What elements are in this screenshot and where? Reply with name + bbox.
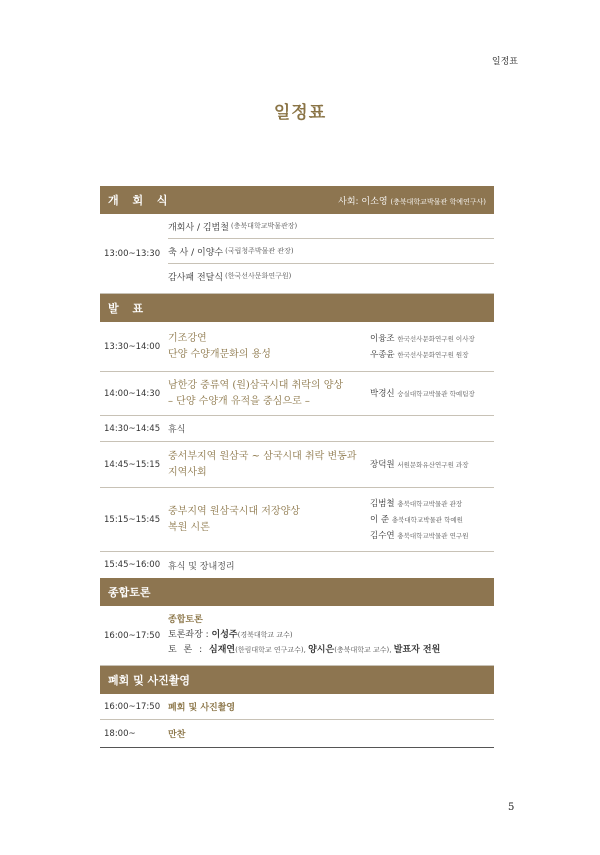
table-row (100, 322, 494, 372)
speakers: 장덕원 서원문화유산연구원 과장 (370, 459, 469, 470)
discussion-row (100, 606, 494, 666)
time-cell: 16:00~17:50 (104, 701, 161, 712)
page-number: 5 (508, 802, 515, 813)
opening-item: 개회사 / 김범철 (충북대학교박물관장) (168, 214, 494, 239)
content-cell: 폐회 및 사진촬영 (168, 703, 236, 713)
section-header-closing (100, 666, 494, 694)
time-cell: 13:30~14:00 (104, 341, 161, 352)
talk-title: 중서부지역 원삼국 ~ 삼국시대 취락 변동과 지역사회 (168, 450, 357, 478)
table-row (100, 552, 494, 578)
time-cell: 14:00~14:30 (104, 388, 161, 399)
section-title: 개 회 식 (108, 194, 173, 207)
opening-row (100, 214, 494, 294)
table-row (100, 442, 494, 488)
talk-title: 기조강연 단양 수양개문화의 용성 (168, 332, 271, 360)
talk-title: 남한강 중류역 (원)삼국시대 취락의 양상 – 단양 수양개 유적을 중심으로 – (168, 379, 344, 407)
content-cell: 휴식 및 장내정리 (168, 561, 235, 572)
running-head: 일정표 (491, 57, 518, 67)
schedule-table (100, 186, 494, 748)
section-title: 발 표 (108, 302, 149, 315)
content-cell (168, 372, 494, 415)
discussion-panel: 토 론 : 심재연(한림대학교 연구교수), 양시은(충북대학교 교수), 발표자 전원 (168, 645, 441, 655)
page-title: 일정표 (273, 103, 327, 123)
section-title: 폐회 및 사진촬영 (108, 674, 191, 687)
content-cell: 만찬 (168, 730, 186, 740)
discussion-chair: 토론좌장 : 이성주(경북대학교 교수) (168, 630, 293, 640)
time-cell: 14:45~15:15 (104, 459, 161, 470)
opening-items (168, 214, 494, 293)
content-cell (168, 606, 494, 665)
section-header-presentations (100, 294, 494, 322)
time-cell: 14:30~14:45 (104, 423, 161, 434)
time-cell: 18:00~ (104, 728, 136, 739)
speakers: 이융조 한국선사문화연구원 이사장 우종윤 한국선사문화연구원 원장 (370, 333, 475, 360)
section-header-discussion (100, 578, 494, 606)
discussion-title: 종합토론 (168, 615, 203, 625)
time-cell: 15:15~15:45 (104, 514, 161, 525)
time-cell: 15:45~16:00 (104, 560, 161, 570)
moderator: 사회: 이소영 (충북대학교박물관 학예연구사) (338, 196, 486, 207)
content-cell (168, 442, 494, 487)
table-row (100, 720, 494, 748)
table-row (100, 694, 494, 720)
content-cell (168, 322, 494, 371)
table-row (100, 372, 494, 416)
section-title: 종합토론 (108, 586, 151, 599)
table-row (100, 416, 494, 442)
content-cell (168, 488, 494, 551)
opening-item: 감사패 전달식 (한국선사문화연구원) (168, 272, 292, 283)
opening-item: 축 사 / 이양수 (국립청주박물관 관장) (168, 239, 494, 264)
talk-title: 중부지역 원삼국시대 저장양상 복원 시론 (168, 505, 300, 533)
speakers: 박경신 숭실대학교박물관 학예팀장 (370, 388, 475, 399)
content-cell: 휴식 (168, 425, 186, 435)
time-cell: 13:00~13:30 (104, 248, 161, 259)
time-cell: 16:00~17:50 (104, 630, 161, 641)
table-row (100, 488, 494, 552)
speakers: 김범철 충북대학교박물관 관장 이 준 충북대학교박물관 학예원 김수연 충북대학교박물관 연구원 (370, 498, 469, 541)
section-header-opening (100, 186, 494, 214)
